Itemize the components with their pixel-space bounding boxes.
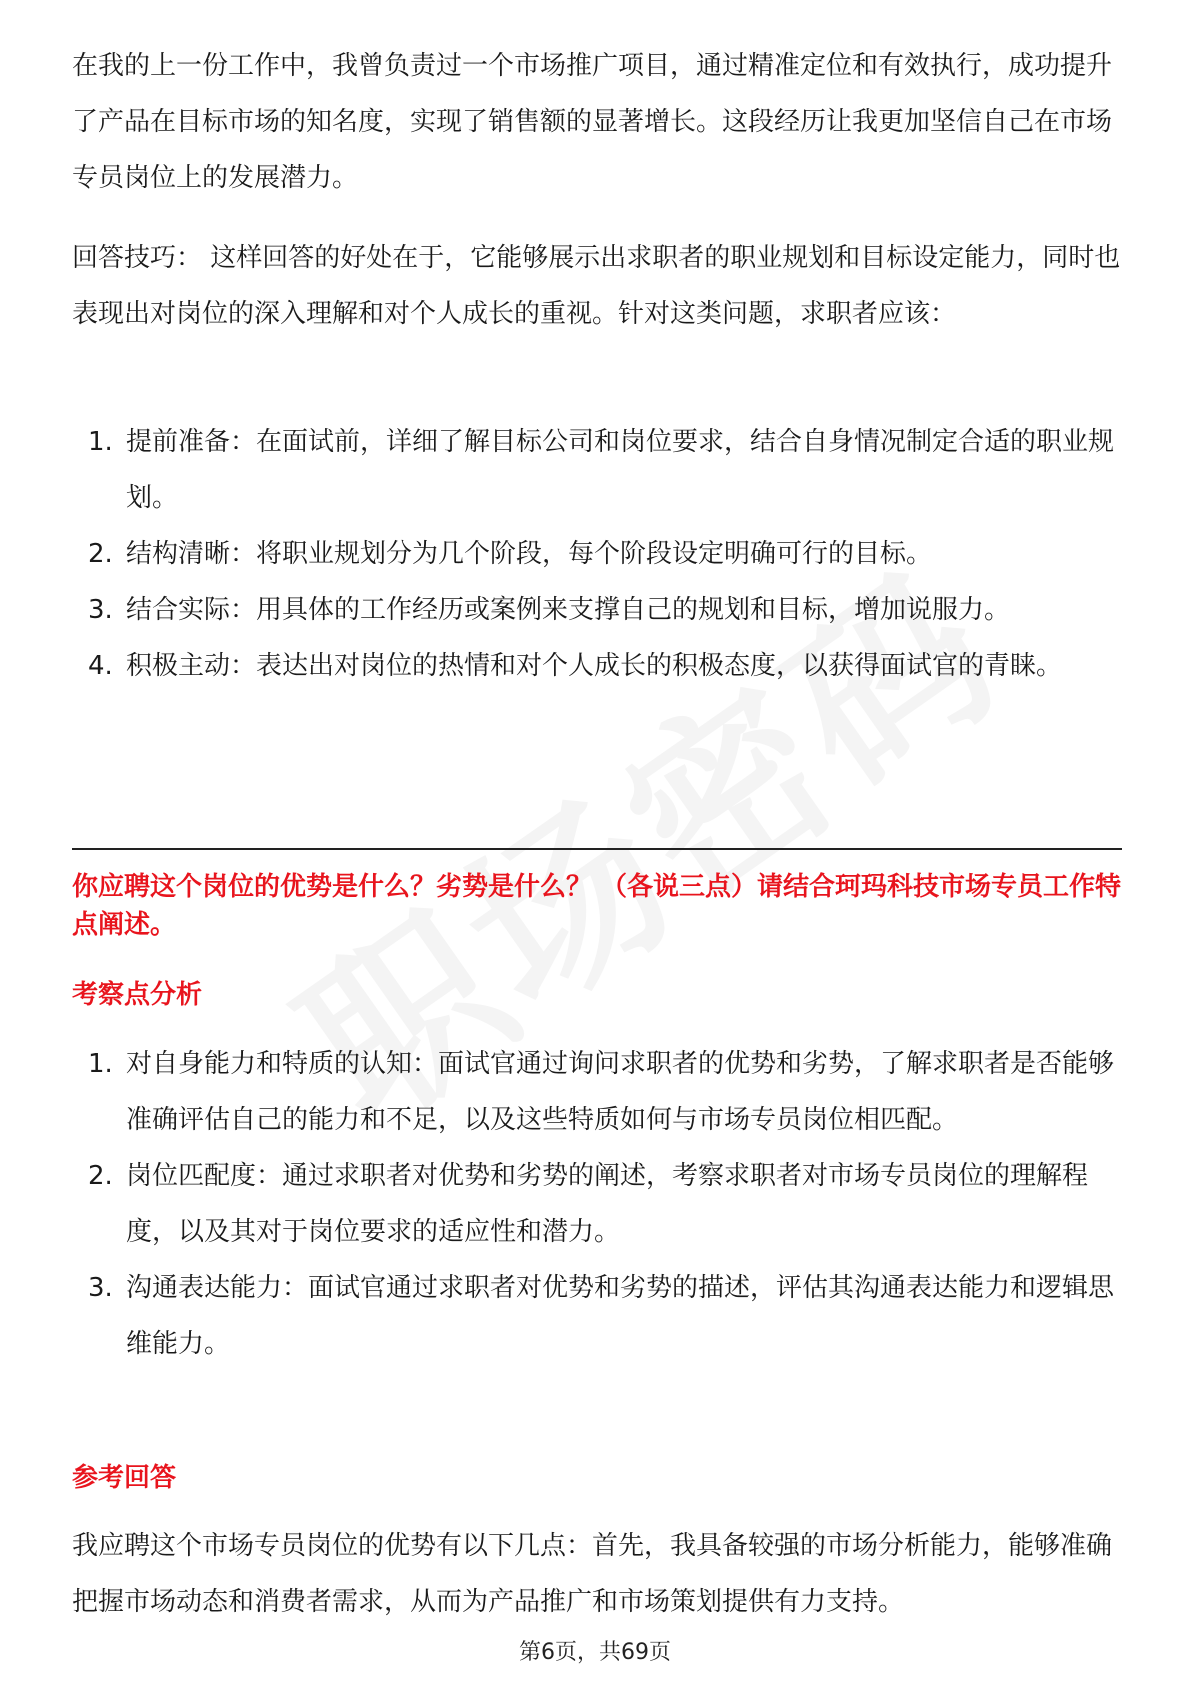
list-item bbox=[72, 1260, 1122, 1372]
list-text: 沟通表达能力：面试官通过求职者对优势和劣势的描述，评估其沟通表达能力和逻辑思维能力。 bbox=[126, 1273, 1115, 1359]
list-text: 结合实际：用具体的工作经历或案例来支撑自己的规划和目标，增加说服力。 bbox=[126, 595, 1011, 625]
section-divider bbox=[72, 848, 1122, 850]
page-number: 第6页，共69页 bbox=[519, 1640, 671, 1665]
list-number: 2. bbox=[88, 1161, 113, 1191]
list-item bbox=[72, 638, 1122, 694]
list-number: 1. bbox=[88, 1049, 113, 1079]
list-text: 积极主动：表达出对岗位的热情和对个人成长的积极态度，以获得面试官的青睐。 bbox=[126, 651, 1063, 681]
list-item bbox=[72, 526, 1122, 582]
tips-list bbox=[72, 414, 1122, 694]
list-item bbox=[72, 1148, 1122, 1260]
analysis-heading: 考察点分析 bbox=[72, 980, 203, 1010]
list-text: 提前准备：在面试前，详细了解目标公司和岗位要求，结合自身情况制定合适的职业规划。 bbox=[126, 427, 1115, 513]
list-text: 岗位匹配度：通过求职者对优势和劣势的阐述，考察求职者对市场专员岗位的理解程度，以及其对于岗位要求的适应性和潜力。 bbox=[126, 1161, 1089, 1247]
intro-paragraph: 在我的上一份工作中，我曾负责过一个市场推广项目，通过精准定位和有效执行，成功提升了产品在目标市场的知名度，实现了销售额的显著增长。这段经历让我更加坚信自己在市场专员岗位上的发展潜力。 bbox=[72, 51, 1113, 193]
list-item bbox=[72, 414, 1122, 526]
list-number: 1. bbox=[88, 427, 113, 457]
list-number: 2. bbox=[88, 539, 113, 569]
tips-paragraph: 回答技巧： 这样回答的好处在于，它能够展示出求职者的职业规划和目标设定能力，同时也表现出对岗位的深入理解和对个人成长的重视。针对这类问题，求职者应该： bbox=[72, 243, 1121, 329]
list-item bbox=[72, 582, 1122, 638]
list-text: 结构清晰：将职业规划分为几个阶段，每个阶段设定明确可行的目标。 bbox=[126, 539, 933, 569]
list-text: 对自身能力和特质的认知：面试官通过询问求职者的优势和劣势，了解求职者是否能够准确评估自己的能力和不足，以及这些特质如何与市场专员岗位相匹配。 bbox=[126, 1049, 1115, 1135]
question-heading: 你应聘这个岗位的优势是什么？劣势是什么？ （各说三点）请结合珂玛科技市场专员工作特点阐述。 bbox=[72, 872, 1122, 940]
list-number: 3. bbox=[88, 595, 113, 625]
analysis-list bbox=[72, 1036, 1122, 1372]
answer-heading: 参考回答 bbox=[72, 1463, 177, 1493]
answer-paragraph: 我应聘这个市场专员岗位的优势有以下几点：首先，我具备较强的市场分析能力，能够准确把握市场动态和消费者需求，从而为产品推广和市场策划提供有力支持。 bbox=[72, 1531, 1113, 1617]
list-number: 4. bbox=[88, 651, 113, 681]
list-item bbox=[72, 1036, 1122, 1148]
list-number: 3. bbox=[88, 1273, 113, 1303]
